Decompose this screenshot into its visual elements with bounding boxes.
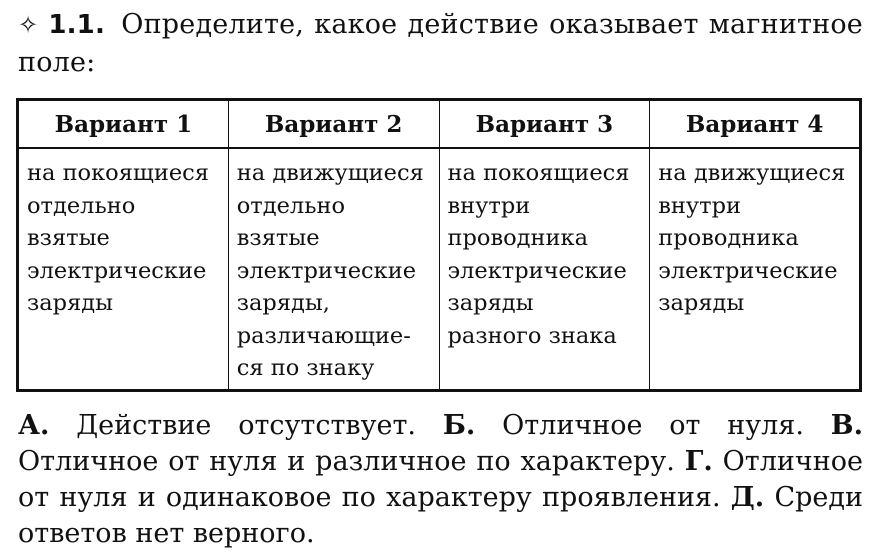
question-prompt: Определите, какое действие оказывает магнитное поле: <box>18 9 863 78</box>
cell-variant-1: на покоящиеся отдельно взятые электрические заряды <box>18 148 229 391</box>
table-row <box>18 148 861 391</box>
answer-g-text: Отличное от нуля и одинаковое по характеру проявления. <box>18 446 863 513</box>
answer-a-letter: А. <box>18 410 50 441</box>
answer-b-text: Отличное от нуля. <box>502 410 804 441</box>
answer-v-letter: В. <box>830 410 863 441</box>
answer-v-text: Отличное от нуля и различное по характеру. <box>18 446 675 477</box>
header-variant-2: Вариант 2 <box>228 100 439 149</box>
diamond-icon: ✧ <box>18 11 39 39</box>
question-text <box>18 6 863 81</box>
answer-b <box>443 410 804 441</box>
answer-d-text: Среди ответов нет верного. <box>18 482 863 549</box>
header-variant-4: Вариант 4 <box>650 100 861 149</box>
answer-a-text: Действие отсутствует. <box>76 410 416 441</box>
question-number: 1.1. <box>48 10 106 40</box>
cell-variant-3: на покоящиеся внутри проводника электрические заряды разного знака <box>439 148 650 391</box>
header-variant-1: Вариант 1 <box>18 100 229 149</box>
answer-g-letter: Г. <box>684 446 713 477</box>
answer-options <box>18 408 863 552</box>
cell-variant-4: на движущиеся внутри проводника электрические заряды <box>658 160 846 316</box>
answer-b-letter: Б. <box>442 410 476 441</box>
variants-table <box>16 98 862 392</box>
table-header-row <box>18 100 861 149</box>
answer-d-letter: Д. <box>730 482 765 513</box>
answer-a <box>18 410 416 441</box>
header-variant-3: Вариант 3 <box>439 100 650 149</box>
cell-variant-2: на движущиеся отдельно взятые электрические заряды, различающие- ся по знаку <box>228 148 439 391</box>
